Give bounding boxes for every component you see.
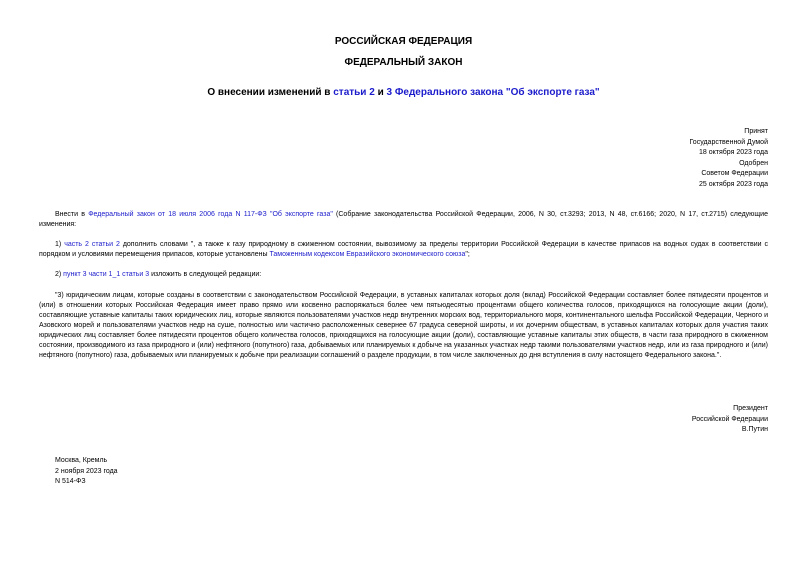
article-2-part-2-link[interactable]: часть 2 статьи 2 — [64, 241, 120, 248]
title-link-article-2[interactable]: статьи 2 — [333, 87, 375, 98]
intro-paragraph — [39, 210, 768, 230]
item-1-prefix: 1) — [55, 241, 65, 248]
title-mid: и — [374, 87, 387, 98]
adoption-block — [689, 127, 768, 190]
law-link[interactable]: Федеральный закон от 18 июля 2006 года N 117-ФЗ "Об экспорте газа" — [88, 211, 333, 218]
title-prefix: О внесении изменений в — [207, 87, 334, 98]
item-1-suffix: "; — [465, 251, 470, 258]
intro-prefix: Внести в — [55, 211, 89, 218]
signature-line: Президент — [733, 405, 768, 412]
item-2-suffix: изложить в следующей редакции: — [149, 271, 262, 278]
adoption-line: Одобрен — [739, 159, 768, 167]
item-3-paragraph: "3) юридическим лицам, которые созданы в соответствии с законодательством Российской Федерации, в уставных капиталах которых доля (вклад) Российской Федерации составляет более пятидесяти процентов и (или) в отношении которых Российская Федерация имеет право прямо или косвенно распоряжаться более чем пятьюдесятью процентами общего количества голосов, приходящихся на голосующие акции (доли), составляющие уставные капиталы таких юридических лиц, которые являются пользователями участков недр внутренних морских вод, территориального моря, континентального шельфа Российской Федерации, Черного и Азовского морей и пользователями участков недр на суше, полностью или частично расположенных севернее 67 градуса северной широты, и их дочерним обществам, в уставных капиталах которых доля участия таких юридических лиц составляет более пятидесяти процентов общего количества голосов, приходящихся на голосующие акции (доли), составляющие уставные капиталы этих обществ, в части газа природного в сжиженном состоянии, производимого из газа природного и (или) нефтяного (попутного) газа, добываемых или планируемых к добыче на указанных участках недр такими пользователями участков недр, или из газа природного и (или) нефтяного (попутного) газа, добываемых или планируемых к добыче при реализации соглашений о разделе продукции, в том числе заключенных до дня вступления в силу настоящего Федерального закона.". — [39, 292, 768, 359]
place-date-block — [55, 456, 118, 488]
place-line: Москва, Кремль — [55, 457, 108, 464]
article-3-point-3-link[interactable]: пункт 3 части 1_1 статьи 3 — [63, 271, 150, 278]
item-2-paragraph — [39, 270, 768, 280]
signature-line: В.Путин — [741, 426, 768, 433]
law-type-heading: ФЕДЕРАЛЬНЫЙ ЗАКОН — [344, 57, 463, 68]
adoption-line: Государственной Думой — [689, 138, 768, 146]
date-line: 2 ноября 2023 года — [55, 467, 118, 475]
law-title — [0, 87, 807, 98]
customs-code-link[interactable]: Таможенным кодексом Евразийского экономического союза — [269, 251, 466, 258]
item-1-paragraph — [39, 240, 768, 260]
adoption-line: Принят — [744, 128, 768, 135]
law-number-line: N 514-ФЗ — [55, 478, 86, 485]
signature-block — [692, 404, 768, 436]
country-heading: РОССИЙСКАЯ ФЕДЕРАЦИЯ — [334, 36, 473, 47]
adoption-line: 25 октября 2023 года — [699, 180, 768, 188]
adoption-line: 18 октября 2023 года — [699, 149, 768, 156]
adoption-line: Советом Федерации — [701, 170, 768, 177]
item-1-middle: дополнить словами ", а также к газу природному в сжиженном состоянии, вывозимому за пределы территории Российской Федерации в качестве припасов на водных судах в соответствии с порядком и условиями перемещения припасов, которые установлены — [39, 241, 768, 258]
title-link-article-3[interactable]: 3 Федерального закона "Об экспорте газа" — [386, 87, 600, 98]
item-2-prefix: 2) — [55, 271, 64, 278]
intro-suffix: (Собрание законодательства Российской Федерации, 2006, N 30, ст.3293; 2013, N 48, ст.6166; 2020, N 17, ст.2715) следующие изменения: — [39, 211, 768, 228]
signature-line: Российской Федерации — [691, 415, 768, 423]
